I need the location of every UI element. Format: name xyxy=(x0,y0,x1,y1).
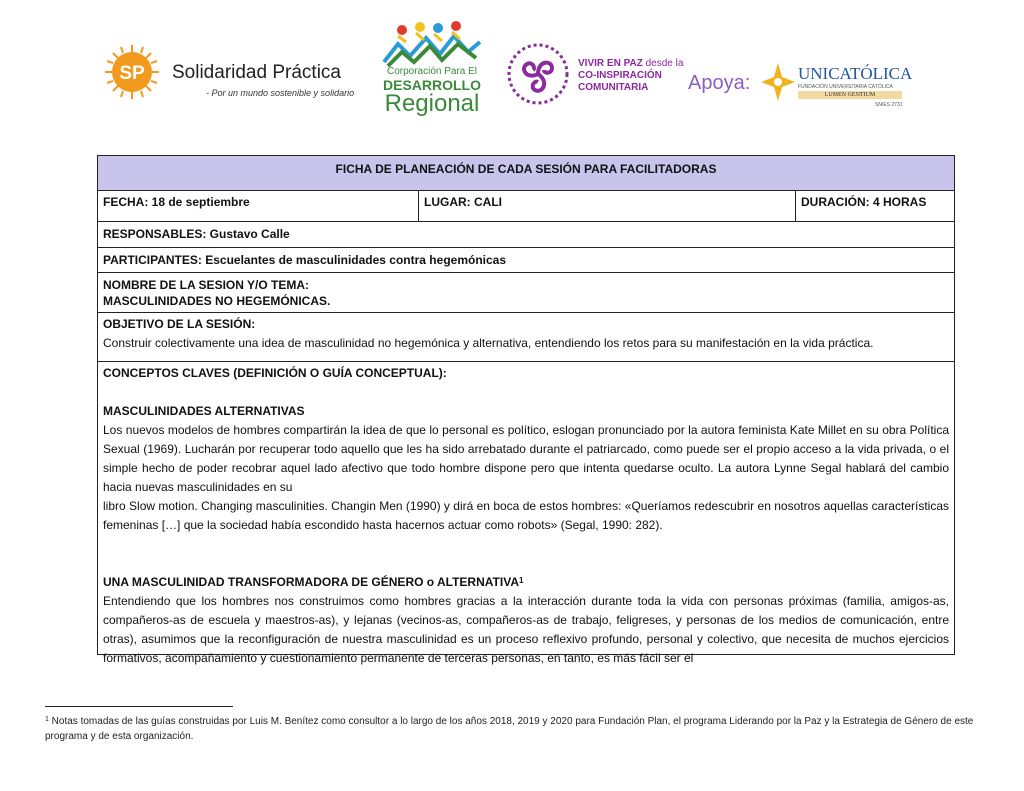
corporacion-line1: Corporación Para El xyxy=(386,66,478,77)
spacer xyxy=(103,383,949,402)
responsables-text: RESPONSABLES: Gustavo Calle xyxy=(103,227,290,241)
footnote-text: Notas tomadas de las guías construidas por Luis M. Benítez como consultor a lo largo de los años 2018, 2019 y 2020 para Fundación Plan, el programa Liderando por la Paz y la Estrategia de Género de este programa y de esta organización. xyxy=(45,716,974,742)
solidaridad-practica-logo xyxy=(104,44,364,106)
unicatolica-subtitle: FUNDACIÓN UNIVERSITARIA CATÓLICA xyxy=(798,84,893,90)
objetivo-label: OBJETIVO DE LA SESIÓN: xyxy=(103,317,256,331)
people-mountains-icon xyxy=(380,22,484,68)
section2-paragraph1: Entendiendo que los hombres nos construimos como hombres gracias a la interacción durante toda la vida con personas próximas (familia, amigos-as, compañeros-as de escuela y maestros-as), y lejanas (vecinos-as, compañeros-as de trabajo, feligreses, y personas de los medios de comunicación, entre otras), asumimos que la reconfiguración de nuestra masculinidad es un proceso reflexivo profundo, personal y colectivo, que necesita de muchos ejercicios formativos, acompañamiento y cuestionamiento permanente de terceras personas, en tanto, es más fácil ser el xyxy=(103,594,949,665)
footnote-ref[interactable]: 1 xyxy=(518,576,524,585)
solidaridad-tagline: - Por un mundo sostenible y solidario xyxy=(206,88,355,98)
section1-heading: MASCULINIDADES ALTERNATIVAS xyxy=(103,404,305,418)
tema-label: NOMBRE DE LA SESION Y/O TEMA: xyxy=(103,278,310,292)
lugar-cell: LUGAR: CALI xyxy=(418,191,795,221)
vivir-line3: COMUNITARIA xyxy=(578,82,649,93)
section1-paragraph2: libro Slow motion. Changing masculinities. Changin Men (1990) y dirá en boca de estos hombres: «Queríamos redescubrir en nosotros aquellas características femeninas […] que la sociedad había escondido hasta hacernos actuar como robots» (Segal, 1990: 282). xyxy=(103,499,949,532)
responsables-row xyxy=(98,221,954,247)
tema-row xyxy=(98,272,954,312)
conceptos-row xyxy=(98,361,954,665)
corporacion-line3: Regional xyxy=(384,90,480,117)
fecha-cell: FECHA: 18 de septiembre xyxy=(103,195,250,209)
vivir-en-paz-text xyxy=(578,58,683,94)
solidaridad-name: Solidaridad Práctica xyxy=(172,62,341,83)
vivir-en-paz-logo xyxy=(506,42,686,112)
form-title: FICHA DE PLANEACIÓN DE CADA SESIÓN PARA FACILITADORAS xyxy=(98,156,954,190)
footnote xyxy=(45,714,980,744)
unicatolica-logo xyxy=(760,62,913,112)
corporacion-line2: DESARROLLO xyxy=(383,77,481,93)
participantes-text: PARTICIPANTES: Escuelantes de masculinidades contra hegemónicas xyxy=(103,253,507,267)
date-place-duration-row xyxy=(98,190,954,221)
footnote-divider xyxy=(45,706,233,707)
tema-value: MASCULINIDADES NO HEGEMÓNICAS. xyxy=(103,294,331,308)
objetivo-value: Construir colectivamente una idea de masculinidad no hegemónica y alternativa, entendiendo los retos para su manifestación en la vida práctica. xyxy=(103,336,874,350)
unicatolica-name: UNICATÓLICA xyxy=(798,64,913,83)
participantes-row xyxy=(98,247,954,272)
section2-heading-line xyxy=(103,573,949,592)
sun-icon xyxy=(104,44,160,100)
vivir-line1-rest: desde la xyxy=(642,58,684,69)
objetivo-row xyxy=(98,312,954,361)
vivir-line1-bold: VIVIR EN PAZ xyxy=(578,58,643,69)
apoya-label: Apoya: xyxy=(688,72,751,94)
star-icon xyxy=(760,62,796,102)
spacer xyxy=(103,535,949,573)
unicatolica-motto: LUMEN GENTIUM xyxy=(798,91,902,99)
logo-header xyxy=(0,0,1024,130)
sp-initials: SP xyxy=(119,63,145,84)
corporacion-desarrollo-logo xyxy=(374,22,490,116)
section1-paragraph1: Los nuevos modelos de hombres compartirán la idea de que lo personal es político, eslogan pronunciado por la autora feminista Kate Millet en su obra Política Sexual (1969). Lucharán por recuperar todo aquello que les ha sido arrebatado durante el patriarcado, como puede ser el propio acceso a la vida privada, o el simple hecho de poder recobrar aquel lado afectivo que todo hombre dispone pero que intenta quedarse oculto. La autora Lynne Segal hablará del cambio hacia nuevas masculinidades en su xyxy=(103,423,949,494)
duracion-cell: DURACIÓN: 4 HORAS xyxy=(795,191,954,221)
planning-form-table xyxy=(97,155,955,665)
triskelion-icon xyxy=(506,42,570,106)
unicatolica-code: SNIES 2731 xyxy=(875,102,903,108)
footnote-marker: 1 xyxy=(45,716,49,723)
section2-heading: UNA MASCULINIDAD TRANSFORMADORA DE GÉNERO o ALTERNATIVA xyxy=(103,575,519,589)
tema-block xyxy=(98,273,954,313)
conceptos-block xyxy=(98,362,954,672)
objetivo-block xyxy=(98,313,954,357)
conceptos-heading: CONCEPTOS CLAVES (DEFINICIÓN O GUÍA CONCEPTUAL): xyxy=(103,366,447,380)
vivir-line2: CO-INSPIRACIÓN xyxy=(578,70,662,81)
